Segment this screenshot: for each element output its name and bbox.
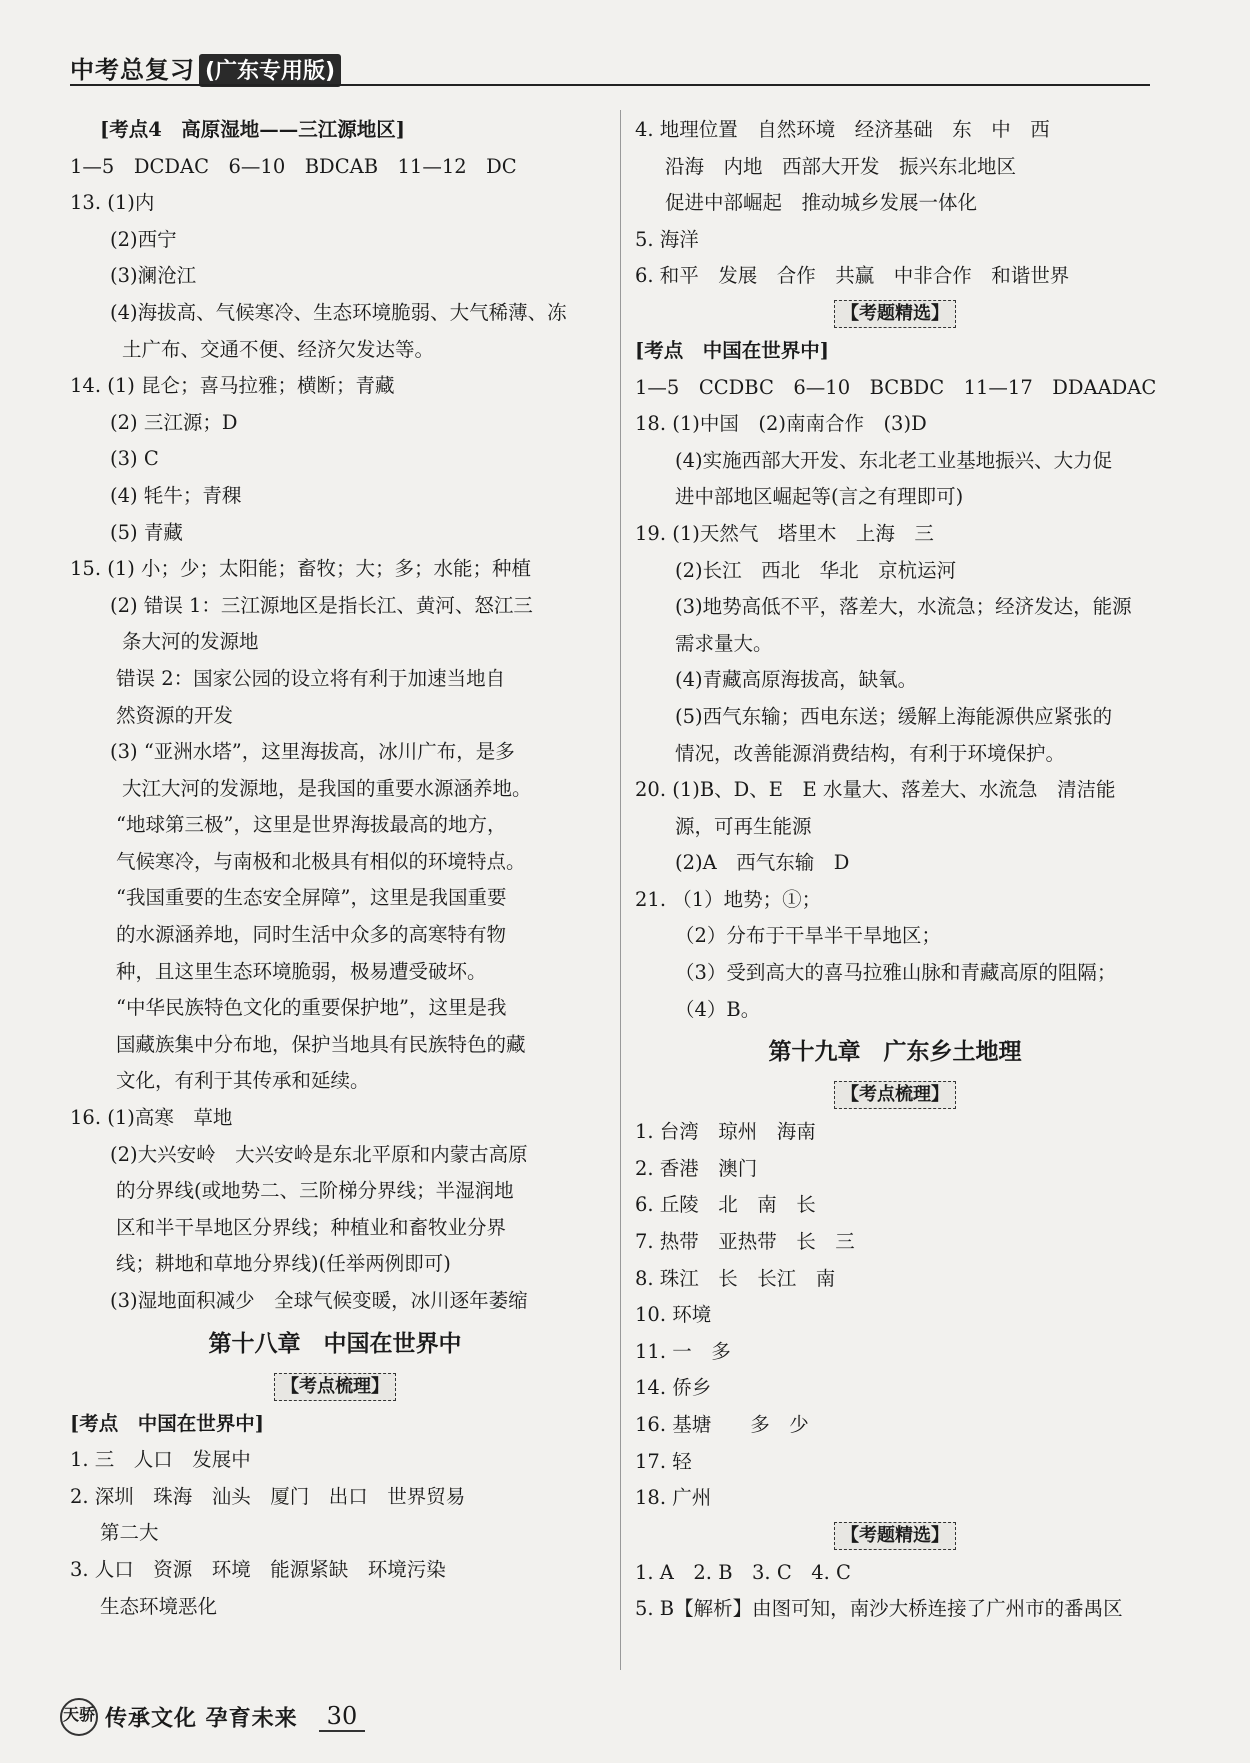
answer-line: 促进中部崛起 推动城乡发展一体化: [665, 191, 978, 215]
answer-line: [考点 中国在世界中]: [70, 1411, 264, 1435]
answer-line: (2) 三江源；D: [110, 410, 238, 434]
chapter-title: 第十八章 中国在世界中: [208, 1330, 462, 1357]
answer-line: 国藏族集中分布地，保护当地具有民族特色的藏: [116, 1032, 526, 1056]
answer-line: (2) 错误 1：三江源地区是指长江、黄河、怒江三: [110, 593, 533, 617]
answer-line: 源，可再生能源: [675, 814, 812, 838]
answer-line: (3)澜沧江: [110, 264, 197, 288]
answer-line: 错误 2：国家公园的设立将有利于加速当地自: [116, 666, 506, 690]
page-header: [70, 50, 341, 87]
page-footer: [60, 1698, 365, 1736]
section-box-label: 【考题精选】: [834, 300, 956, 328]
section-box: [635, 1517, 1155, 1555]
publisher-logo: 天骄: [60, 1698, 98, 1736]
section-box: [635, 295, 1155, 333]
answer-line: 沿海 内地 西部大开发 振兴东北地区: [665, 154, 1017, 178]
answer-line: 17. 轻: [635, 1449, 692, 1473]
answer-line: 的分界线(或地势二、三阶梯分界线；半湿润地: [116, 1179, 514, 1203]
answer-line: 10. 环境: [635, 1303, 712, 1327]
left-column: [70, 112, 600, 1625]
section-box-label: 【考题精选】: [834, 1522, 956, 1550]
answer-line: 第二大: [100, 1521, 159, 1545]
answer-line: [考点4 高原湿地——三江源地区]: [100, 118, 406, 141]
answer-line: (5)西气东输；西电东送；缓解上海能源供应紧张的: [675, 704, 1113, 728]
answer-line: 1. 三 人口 发展中: [70, 1448, 251, 1472]
answer-line: 11. 一 多: [635, 1339, 731, 1363]
header-rule: [70, 84, 1150, 86]
answer-line: 20. (1)B、D、E E 水量大、落差大、水流急 清洁能: [635, 778, 1116, 802]
answer-line: 14. (1) 昆仑；喜马拉雅；横断；青藏: [70, 374, 395, 398]
answer-line: 16. (1)高寒 草地: [70, 1106, 233, 1130]
answer-line: 16. 基塘 多 少: [635, 1413, 809, 1436]
answer-line: 13. (1)内: [70, 191, 155, 215]
answer-line: (2)西宁: [110, 227, 177, 251]
answer-line: 2. 香港 澳门: [635, 1156, 758, 1180]
answer-line: 18. 广州: [635, 1486, 712, 1510]
answer-line: 18. (1)中国 (2)南南合作 (3)D: [635, 412, 927, 436]
section-box: [70, 1368, 600, 1406]
answer-line: 气候寒冷，与南极和北极具有相似的环境特点。: [116, 849, 526, 873]
answer-line: 土广布、交通不便、经济欠发达等。: [122, 337, 435, 361]
answer-line: 文化，有利于其传承和延续。: [116, 1069, 370, 1093]
answer-line: 4. 地理位置 自然环境 经济基础 东 中 西: [635, 118, 1050, 141]
footer-slogan: 传承文化 孕育未来: [105, 1705, 298, 1732]
answer-line: 种，且这里生态环境脆弱，极易遭受破坏。: [116, 959, 487, 983]
answer-line: 19. (1)天然气 塔里木 上海 三: [635, 521, 934, 545]
answer-line: (3) “亚洲水塔”，这里海拔高，冰川广布，是多: [110, 740, 515, 764]
section-box-label: 【考点梳理】: [834, 1081, 956, 1109]
answer-line: （4）B。: [675, 997, 761, 1021]
answer-line: 7. 热带 亚热带 长 三: [635, 1230, 855, 1254]
answer-line: 1—5 DCDAC 6—10 BDCAB 11—12 DC: [70, 154, 517, 178]
answer-line: 5. 海洋: [635, 227, 699, 251]
answer-line: (5) 青藏: [110, 520, 183, 544]
answer-line: （2）分布于干旱半干旱地区；: [675, 924, 941, 948]
answer-line: 1. 台湾 琼州 海南: [635, 1120, 816, 1144]
answer-line: （3）受到高大的喜马拉雅山脉和青藏高原的阻隔；: [675, 961, 1117, 985]
answer-line: 14. 侨乡: [635, 1376, 712, 1400]
answer-line: 然资源的开发: [116, 703, 234, 727]
answer-line: (2)长江 西北 华北 京杭运河: [675, 558, 957, 582]
answer-line: 情况，改善能源消费结构，有利于环境保护。: [675, 741, 1066, 765]
answer-line: 5. B【解析】由图可知，南沙大桥连接了广州市的番禺区: [635, 1597, 1123, 1621]
answer-line: 6. 丘陵 北 南 长: [635, 1193, 816, 1217]
edition-badge: (广东专用版): [199, 54, 341, 87]
answer-line: (4)实施西部大开发、东北老工业基地振兴、大力促: [675, 448, 1113, 472]
answer-line: 的水源涵养地，同时生活中众多的高寒特有物: [116, 923, 507, 947]
right-column: [635, 112, 1155, 1628]
answer-line: 进中部地区崛起等(言之有理即可): [675, 485, 964, 509]
chapter-title: 第十九章 广东乡土地理: [768, 1039, 1022, 1066]
answer-line: 区和半干旱地区分界线；种植业和畜牧业分界: [116, 1215, 507, 1239]
answer-line: 8. 珠江 长 长江 南: [635, 1266, 836, 1290]
answer-line: 6. 和平 发展 合作 共赢 中非合作 和谐世界: [635, 264, 1070, 288]
answer-line: “我国重要的生态安全屏障”，这里是我国重要: [116, 886, 507, 910]
column-divider: [620, 110, 621, 1670]
section-box: [635, 1076, 1155, 1114]
answer-line: (4)青藏高原海拔高，缺氧。: [675, 668, 918, 692]
page-number: 30: [319, 1702, 366, 1732]
answer-line: 3. 人口 资源 环境 能源紧缺 环境污染: [70, 1557, 446, 1581]
answer-line: 15. (1) 小；少；太阳能；畜牧；大；多；水能；种植: [70, 557, 532, 581]
answer-line: 大江大河的发源地，是我国的重要水源涵养地。: [122, 776, 532, 800]
book-title: 中考总复习: [70, 56, 195, 84]
answer-line: (4)海拔高、气候寒冷、生态环境脆弱、大气稀薄、冻: [110, 300, 567, 324]
answer-line: (4) 牦牛；青稞: [110, 483, 242, 507]
answer-line: 2. 深圳 珠海 汕头 厦门 出口 世界贸易: [70, 1484, 466, 1508]
answer-line: “地球第三极”，这里是世界海拔最高的地方，: [116, 813, 507, 837]
answer-line: (2)A 西气东输 D: [675, 851, 850, 875]
answer-line: [考点 中国在世界中]: [635, 338, 829, 362]
answer-line: (3)湿地面积减少 全球气候变暖，冰川逐年萎缩: [110, 1289, 528, 1312]
answer-line: 1—5 CCDBC 6—10 BCBDC 11—17 DDAADAC: [635, 375, 1157, 399]
answer-line: (2)大兴安岭 大兴安岭是东北平原和内蒙古高原: [110, 1142, 528, 1166]
answer-line: 线；耕地和草地分界线)(任举两例即可): [116, 1252, 451, 1276]
answer-line: (3) C: [110, 447, 159, 471]
answer-line: 21. （1）地势；①；: [635, 887, 822, 911]
answer-line: 需求量大。: [675, 631, 773, 655]
answer-line: 条大河的发源地: [122, 630, 259, 654]
answer-line: (3)地势高低不平，落差大，水流急；经济发达，能源: [675, 595, 1132, 619]
section-box-label: 【考点梳理】: [274, 1373, 396, 1401]
answer-line: 生态环境恶化: [100, 1594, 218, 1618]
answer-line: 1. A 2. B 3. C 4. C: [635, 1560, 851, 1584]
answer-line: “中华民族特色文化的重要保护地”，这里是我: [116, 996, 507, 1020]
